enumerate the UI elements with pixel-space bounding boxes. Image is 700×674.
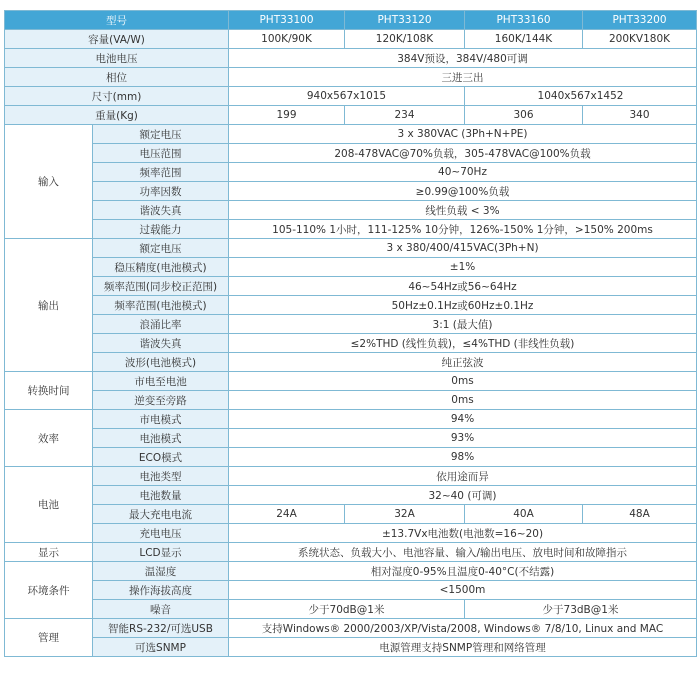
input-row — [5, 220, 697, 239]
eff-eco-label: ECO模式 — [93, 448, 229, 467]
inv-to-bypass: 0ms — [229, 391, 697, 410]
weight-label: 重量(Kg) — [5, 106, 229, 125]
charge-voltage-label: 充电电压 — [93, 524, 229, 543]
snmp-label: 可选SNMP — [93, 638, 229, 657]
input-freq-range-label: 频率范围 — [93, 163, 229, 182]
charge-current-4: 48A — [583, 505, 697, 524]
rs232: 支持Windows® 2000/2003/XP/Vista/2008, Windows® 7/8/10, Linux and MAC — [229, 619, 697, 638]
humidity: 相对湿度0-95%且温度0-40°C(不结露) — [229, 562, 697, 581]
size-row — [5, 87, 697, 106]
output-waveform-label: 波形(电池模式) — [93, 353, 229, 372]
output-row — [5, 258, 697, 277]
eff-batt: 93% — [229, 429, 697, 448]
charge-current-2: 32A — [345, 505, 465, 524]
efficiency-section-label: 效率 — [5, 410, 93, 467]
capacity-4: 200KV180K — [583, 30, 697, 49]
humidity-label: 温湿度 — [93, 562, 229, 581]
eff-eco: 98% — [229, 448, 697, 467]
model-1: PHT33100 — [229, 11, 345, 30]
management-section-label: 管理 — [5, 619, 93, 657]
input-row — [5, 182, 697, 201]
input-section-label: 输入 — [5, 125, 93, 239]
charge-current-label: 最大充电电流 — [93, 505, 229, 524]
weight-2: 234 — [345, 106, 465, 125]
output-row — [5, 277, 697, 296]
lcd-label: LCD显示 — [93, 543, 229, 562]
output-crest: 3:1 (最大值) — [229, 315, 697, 334]
weight-3: 306 — [465, 106, 583, 125]
charge-voltage: ±13.7Vx电池数(电池数=16~20) — [229, 524, 697, 543]
size-2: 1040x567x1452 — [465, 87, 697, 106]
snmp: 电源管理支持SNMP管理和网络管理 — [229, 638, 697, 657]
eff-ac: 94% — [229, 410, 697, 429]
battery-type: 依用途而异 — [229, 467, 697, 486]
output-row — [5, 239, 697, 258]
efficiency-row — [5, 410, 697, 429]
input-power-factor: ≥0.99@100%负载 — [229, 182, 697, 201]
output-thd-label: 谐波失真 — [93, 334, 229, 353]
model-2: PHT33120 — [345, 11, 465, 30]
output-section-label: 输出 — [5, 239, 93, 372]
input-overload-label: 过载能力 — [93, 220, 229, 239]
battery-row — [5, 486, 697, 505]
phase-label: 相位 — [5, 68, 229, 87]
output-row — [5, 353, 697, 372]
noise-1: 少于70dB@1米 — [229, 600, 465, 619]
output-freq-batt-label: 频率范围(电池模式) — [93, 296, 229, 315]
phase-value: 三进三出 — [229, 68, 697, 87]
environment-row — [5, 581, 697, 600]
environment-row — [5, 600, 697, 619]
input-row — [5, 201, 697, 220]
management-row — [5, 638, 697, 657]
input-row — [5, 163, 697, 182]
capacity-row — [5, 30, 697, 49]
battery-voltage-value: 384V预设，384V/480可调 — [229, 49, 697, 68]
altitude-label: 操作海拔高度 — [93, 581, 229, 600]
battery-row — [5, 467, 697, 486]
battery-row — [5, 524, 697, 543]
altitude: <1500m — [229, 581, 697, 600]
size-label: 尺寸(mm) — [5, 87, 229, 106]
rs232-label: 智能RS-232/可选USB — [93, 619, 229, 638]
display-row — [5, 543, 697, 562]
battery-voltage-row — [5, 49, 697, 68]
capacity-2: 120K/108K — [345, 30, 465, 49]
size-1: 940x567x1015 — [229, 87, 465, 106]
battery-count: 32~40 (可调) — [229, 486, 697, 505]
eff-ac-label: 市电模式 — [93, 410, 229, 429]
model-4: PHT33200 — [583, 11, 697, 30]
input-thd-label: 谐波失真 — [93, 201, 229, 220]
output-waveform: 纯正弦波 — [229, 353, 697, 372]
eff-batt-label: 电池模式 — [93, 429, 229, 448]
output-regulation-label: 稳压精度(电池模式) — [93, 258, 229, 277]
output-rated-voltage-label: 额定电压 — [93, 239, 229, 258]
transfer-row — [5, 391, 697, 410]
environment-section-label: 环境条件 — [5, 562, 93, 619]
ac-to-batt: 0ms — [229, 372, 697, 391]
header-row — [5, 11, 697, 30]
battery-section-label: 电池 — [5, 467, 93, 543]
management-row — [5, 619, 697, 638]
ac-to-batt-label: 市电至电池 — [93, 372, 229, 391]
battery-count-label: 电池数量 — [93, 486, 229, 505]
model-3: PHT33160 — [465, 11, 583, 30]
output-row — [5, 334, 697, 353]
weight-4: 340 — [583, 106, 697, 125]
capacity-1: 100K/90K — [229, 30, 345, 49]
transfer-row — [5, 372, 697, 391]
output-regulation: ±1% — [229, 258, 697, 277]
input-power-factor-label: 功率因数 — [93, 182, 229, 201]
environment-row — [5, 562, 697, 581]
battery-type-label: 电池类型 — [93, 467, 229, 486]
output-row — [5, 296, 697, 315]
input-rated-voltage-label: 额定电压 — [93, 125, 229, 144]
noise-label: 噪音 — [93, 600, 229, 619]
input-row — [5, 125, 697, 144]
capacity-label: 容量(VA/W) — [5, 30, 229, 49]
input-voltage-range: 208-478VAC@70%负载，305-478VAC@100%负载 — [229, 144, 697, 163]
lcd-value: 系统状态、负载大小、电池容量、输入/输出电压、放电时间和故障指示 — [229, 543, 697, 562]
weight-1: 199 — [229, 106, 345, 125]
spec-table — [4, 10, 697, 657]
output-freq-sync-label: 频率范围(同步校正范围) — [93, 277, 229, 296]
input-rated-voltage: 3 x 380VAC (3Ph+N+PE) — [229, 125, 697, 144]
efficiency-row — [5, 429, 697, 448]
capacity-3: 160K/144K — [465, 30, 583, 49]
input-voltage-range-label: 电压范围 — [93, 144, 229, 163]
output-rated-voltage: 3 x 380/400/415VAC(3Ph+N) — [229, 239, 697, 258]
input-row — [5, 144, 697, 163]
weight-row — [5, 106, 697, 125]
charge-current-3: 40A — [465, 505, 583, 524]
output-freq-sync: 46~54Hz或56~64Hz — [229, 277, 697, 296]
efficiency-row — [5, 448, 697, 467]
model-header-label: 型号 — [5, 11, 229, 30]
output-row — [5, 315, 697, 334]
battery-voltage-label: 电池电压 — [5, 49, 229, 68]
input-freq-range: 40~70Hz — [229, 163, 697, 182]
output-freq-batt: 50Hz±0.1Hz或60Hz±0.1Hz — [229, 296, 697, 315]
output-thd: ≤2%THD (线性负载)，≤4%THD (非线性负载) — [229, 334, 697, 353]
transfer-section-label: 转换时间 — [5, 372, 93, 410]
inv-to-bypass-label: 逆变至旁路 — [93, 391, 229, 410]
input-overload: 105-110% 1小时，111-125% 10分钟，126%-150% 1分钟，>150% 200ms — [229, 220, 697, 239]
output-crest-label: 浪涌比率 — [93, 315, 229, 334]
phase-row — [5, 68, 697, 87]
input-thd: 线性负载 < 3% — [229, 201, 697, 220]
battery-row — [5, 505, 697, 524]
display-section-label: 显示 — [5, 543, 93, 562]
noise-2: 少于73dB@1米 — [465, 600, 697, 619]
charge-current-1: 24A — [229, 505, 345, 524]
